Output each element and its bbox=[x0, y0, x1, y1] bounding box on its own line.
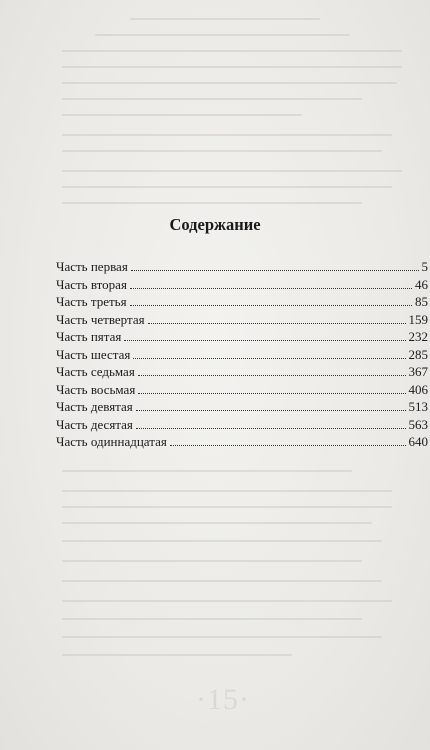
toc-entry-page: 640 bbox=[408, 434, 428, 449]
toc-entry-page: 513 bbox=[408, 399, 428, 414]
toc-entry-page: 232 bbox=[408, 329, 428, 344]
toc-entry-label: Часть одиннадцатая bbox=[56, 434, 167, 449]
toc-entry bbox=[56, 416, 428, 434]
toc-entry bbox=[56, 381, 428, 399]
toc-entry-page: 46 bbox=[415, 276, 428, 292]
toc-entry bbox=[56, 346, 428, 364]
toc-entry-page: 5 bbox=[421, 259, 428, 274]
toc-entry-page: 406 bbox=[408, 381, 428, 397]
dot-leader bbox=[136, 410, 406, 411]
toc-entry bbox=[56, 276, 428, 294]
dot-leader bbox=[138, 375, 406, 376]
toc-entry-label: Часть третья bbox=[56, 294, 127, 309]
dot-leader bbox=[124, 340, 405, 341]
toc-entry bbox=[56, 433, 428, 451]
toc-entry-label: Часть девятая bbox=[56, 399, 133, 414]
dot-leader bbox=[138, 393, 405, 394]
toc-entry-page: 85 bbox=[415, 294, 428, 309]
toc-entry bbox=[56, 293, 428, 311]
toc-entry-label: Часть четвертая bbox=[56, 311, 145, 327]
toc-entry-label: Часть первая bbox=[56, 259, 128, 274]
dot-leader bbox=[170, 445, 406, 446]
toc-entry-label: Часть вторая bbox=[56, 276, 127, 292]
toc-entry-label: Часть десятая bbox=[56, 416, 133, 432]
toc-entry-label: Часть шестая bbox=[56, 346, 131, 362]
toc-entry bbox=[56, 398, 428, 416]
page-title: Содержание bbox=[169, 215, 261, 234]
dot-leader bbox=[130, 305, 412, 306]
dot-leader bbox=[131, 270, 419, 271]
dot-leader bbox=[136, 428, 406, 429]
show-through-page-number: ·15· bbox=[196, 683, 250, 716]
table-of-contents bbox=[56, 258, 428, 451]
toc-entry bbox=[56, 311, 428, 329]
show-through-text bbox=[0, 0, 430, 2]
toc-entry-label: Часть пятая bbox=[56, 329, 122, 344]
toc-entry-page: 563 bbox=[408, 416, 428, 432]
toc-entry-page: 285 bbox=[408, 346, 428, 362]
toc-entry bbox=[56, 363, 428, 381]
dot-leader bbox=[130, 288, 412, 289]
toc-entry-label: Часть седьмая bbox=[56, 364, 135, 379]
toc-entry-page: 367 bbox=[408, 364, 428, 379]
toc-entry-label: Часть восьмая bbox=[56, 381, 136, 397]
dot-leader bbox=[133, 358, 405, 359]
toc-entry bbox=[56, 328, 428, 346]
toc-entry bbox=[56, 258, 428, 276]
dot-leader bbox=[148, 323, 406, 324]
toc-entry-page: 159 bbox=[408, 311, 428, 327]
